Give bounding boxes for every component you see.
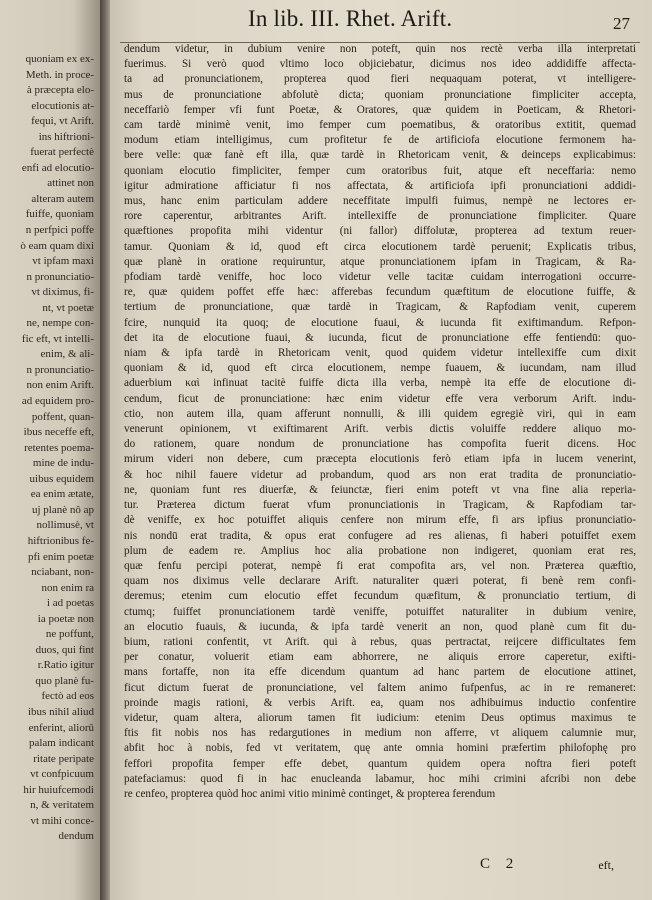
left-text-line: fectò ad eos — [41, 690, 94, 703]
text-line: cendum, ficut de pronunciatione: hæc enim videtur effe vera verborum Arift. indu- — [124, 392, 636, 405]
text-line: re cenfeo, propterea quòd hoc animi vitio minimè continget, & propterea ferendum — [124, 787, 496, 800]
left-text-line: ne, nempe con- — [26, 317, 94, 330]
text-line: aduerbium καὶ infinuat tacitè fuiffe dicta illa verba, nempè ita effe de elocutione di- — [124, 377, 636, 390]
text-line: an elocutio fuauis, & iucunda, & ipfa tardè venerit an non, quod planè cum fit du- — [124, 620, 636, 633]
catchword: eft, — [598, 858, 614, 872]
text-line: do rationem, quare nondum de pronunciatione has compofita fuerit dicens. Hoc — [124, 438, 636, 451]
left-text-line: enfi ad elocutio- — [21, 161, 94, 174]
left-text-line: attinet non — [47, 177, 94, 190]
text-line: tamur. Quoniam & id, quod eft circa elocutionem tardè peruenit; Explicatis tribus, — [124, 240, 636, 253]
text-line: quoniam & id, quod eft circa elocutionem, nempe fuauem, & iucundam, nam illud — [124, 362, 636, 375]
text-line: patefaciamus: quod fi in hac enucleanda labamur, hoc mihi crimini afcribi non debe — [124, 772, 636, 785]
text-line: mus, hanc enim particulam addere neceffitate impulfi fuimus, nempè ne lectores er- — [124, 195, 636, 208]
text-line: neceffariò femper vfi funt Poetæ, & Oratores, quæ quidem in Poeticam, & Rhetori- — [124, 103, 636, 116]
left-text-line: non enim ra — [41, 581, 94, 594]
left-text-line: hiftrionibus fe- — [27, 534, 94, 547]
text-line: feffori propofita femper effe debet, quantum quidem opera noftra fieri poteft — [124, 757, 636, 770]
text-line: ficut dictum fuerat de pronunciatione, vel faltem animo fufpenfus, ac in re remaneret: — [124, 681, 636, 694]
text-line: fcire, nunquid ita quoq; de elocutione fuaui, & iucunda fit exiftimandum. Refpon- — [124, 316, 636, 329]
left-text-line: vt ipfam maxi — [32, 255, 94, 268]
left-text-line: ea enim ætate, — [30, 488, 94, 501]
left-text-line: fuerat perfectè — [30, 146, 94, 159]
text-line: quæ planè in oratione requiruntur, atque pronunciationem ipfam in Tragicam, & Ra- — [124, 255, 636, 268]
text-line: modum etiam intelligimus, cum profitetur fe de artificiofa elocutione fermonem ha- — [124, 134, 636, 147]
left-text-line: Meth. in proce- — [25, 68, 94, 81]
left-text-line: uj planè nô ap — [31, 503, 94, 516]
left-text-line: vt diximus, fi- — [31, 286, 94, 299]
left-text-line: n pronunciatio- — [26, 270, 94, 283]
left-text-line: nciabant, non- — [31, 566, 94, 579]
body-text — [124, 42, 636, 802]
left-text-line: vt mihi conce- — [30, 814, 94, 827]
running-head — [110, 4, 652, 40]
left-text-line: retentes poema- — [24, 441, 94, 454]
left-text-line: ritate peripate — [33, 752, 94, 765]
left-text-line: ad equidem pro- — [21, 395, 94, 408]
text-line: plum de eadem re. Amplius hoc alia probatione non indigeret, quoniam erat res, — [124, 544, 636, 557]
text-line: tur. Præterea dictum fuerat vfum pronunciationis in Tragicam, & Rapfodiam tar- — [124, 499, 636, 512]
text-line: pfodiam tardè veniffe, hoc loco videtur velle tacitæ cuidam interrogationi occurre- — [124, 271, 636, 284]
text-line: ftis fit nobis nos has redargutiones in medium non afferre, vt aliquem calumnie mur, — [124, 727, 636, 740]
left-text-line: fic eft, vt intelli- — [21, 332, 94, 345]
text-line: mirum videri non debere, cum præcepta elocutionis ferò etiam ipfa in lucem venerint, — [124, 453, 636, 466]
left-text-line: quoniam ex ex- — [25, 53, 94, 65]
left-text-line: pfi enim poetæ — [28, 550, 94, 563]
left-text-line: ne poffunt, — [45, 628, 94, 641]
left-text-line: fuiffe, quoniam — [25, 208, 94, 221]
left-text-line: elocutionis at- — [31, 99, 94, 112]
text-line: abfit hoc à nobis, fed vt veritatem, quę ante omnia homini præfertim philofophę pro — [124, 742, 636, 755]
left-text-line: ibus nihil aliud — [28, 705, 94, 718]
text-line: ta ad pronunciationem, propterea quod fieri nequaquam poterat, vt intelligere- — [124, 73, 636, 86]
left-text-line: mine de indu- — [32, 457, 94, 470]
text-line: fuerimus. Si verò quod vltimo loco objiciebatur, dicimus nos ideo addidiffe affecta- — [124, 58, 636, 71]
running-head-title: In lib. III. Rhet. Arift. — [248, 6, 453, 31]
text-line: quoniam elocutio fimpliciter, femper cum oratoribus fuit, atque eft neceffaria: nemo — [124, 164, 636, 177]
text-line: niam & ipfa tardè in Rhetoricam venit, quod quidem videtur intellexiffe cum dixit — [124, 347, 636, 360]
text-line: proinde magis rationi, & verbis Arift. ea, quam nos adhibuimus inductio confentire — [124, 696, 636, 709]
left-text-line: r.Ratio igitur — [37, 659, 94, 672]
text-line: mus de pronunciatione abfolutè dicta; quoniam pronunciatione fimpliciter accepta, — [124, 88, 636, 101]
text-line: igitur admiratione afficiatur fi nos affectata, & artificiofa ipfi pronunciationi addidi- — [124, 179, 636, 192]
text-line: deremus; etenim cum elocutio effet fecundum quæfitum, & pronunciatio tertium, di — [124, 590, 636, 603]
text-line: quam nos diximus velle declarare Arift. naturaliter quæri poterat, fi benè rem confi- — [124, 575, 636, 588]
text-line: bium, rationi confentit, vt Arift. qui à rebus, quas pertractat, reijcere difficultates fem — [124, 635, 636, 648]
left-text-line: i ad poetas — [46, 597, 94, 610]
left-text-line: vt confpicuum — [30, 768, 94, 781]
left-text-line: n perfpici poffe — [25, 224, 94, 237]
page-number: 27 — [613, 14, 630, 33]
left-text-line: ibus neceffe eft, — [23, 426, 94, 439]
text-line: nis nondū erat tradita, & opus erat confugere ad res alienas, fi haberi potuiffet exem — [124, 529, 636, 542]
text-line: bere velle: quæ fanè eft illa, quæ tardè in Rhetoricam venit, & deinceps explicabimus: — [124, 149, 636, 162]
text-line: per conatur, voluerit etiam eam abhorrere, ne aliquis errore caperetur, exifti- — [124, 651, 636, 664]
text-line: tertium de pronunciatione, quæ tardè in Tragicam, & Rapfodiam venit, cuperem — [124, 301, 636, 314]
text-line: & hoc nihil fauere videtur ad probandum, quod ars non erat tradita de pronunciatio- — [124, 468, 636, 481]
left-text-line: enim, & ali- — [40, 348, 94, 361]
left-text-line: ia poetæ non — [37, 612, 94, 625]
text-line: dè veniffe, ex hoc potuiffet aliquis cenfere non mirum effe, fi ars ipfius pronunciatio- — [124, 514, 636, 527]
text-line: quæftiones propofita mihi videntur (ni fallor) diffolutæ, propterea ad textum reuer- — [124, 225, 636, 238]
text-line: det ita de elocutione fuaui, & iucunda, ficut de pronunciatione effe fentiendū: quo- — [124, 331, 636, 344]
left-text-line: dendum — [58, 830, 94, 843]
text-line: ne, quoniam funt res diuerfæ, & feiunctæ, fieri enim poteft vt vna fine alia reperia- — [124, 483, 636, 496]
left-text-line: à præcepta elo- — [26, 84, 94, 97]
left-text-line: non enim Arift. — [26, 379, 94, 392]
text-line: re, quæ quidem poffet effe hæc: afferebas fecundum quæftitum de elocutione fuiffe, & — [124, 286, 636, 299]
left-page-fragment — [0, 0, 104, 900]
text-line: videtur, quam altera, aliorum tamen fit iudicium: etenim Deus optimus maximus te — [124, 711, 636, 724]
text-line: quæ fenfu percipi poterat, nempè fi erat compofita ars, vel non. Præterea quæftio, — [124, 559, 636, 572]
left-text-line: uibus equidem — [29, 472, 94, 485]
text-line: cam tardè minimè venit, imo femper cum poematibus, & oratoribus extitit, quemad — [124, 119, 636, 132]
signature-mark: C 2 — [480, 856, 520, 872]
left-text-line: quo planè fu- — [35, 674, 94, 687]
text-line: venerunt opinionem, vt exiftimarent Arift. verbis dictis voluiffe reddere aliquo mo- — [124, 423, 636, 436]
left-text-line: palam indicant — [28, 737, 94, 750]
page-footer — [110, 856, 652, 876]
left-text-line: poffent, quan- — [31, 410, 94, 423]
left-text-line: nt, vt poetæ — [42, 301, 94, 314]
left-text-line: alteram autem — [31, 192, 94, 205]
left-text-line: duos, qui fint — [35, 643, 94, 656]
left-text-line: nollimusè, vt — [36, 519, 94, 532]
left-text-line: hir huiufcemodi — [23, 783, 94, 796]
left-text-line: n, & veritatem — [30, 799, 94, 812]
left-text-line: n pronunciatio- — [26, 363, 94, 376]
text-line: ctumq; fuiffet pronunciationem tardè veniffe, potuiffet naturaliter in dubium venire, — [124, 605, 636, 618]
left-text-line: fequi, vt Arift. — [31, 115, 94, 128]
text-line: dendum videtur, in dubium venire non poteft, quin nos rectè verba illa interpretati — [124, 43, 636, 55]
text-line: mans fortaffe, non ita effe dicendum quantum ad hanc partem de elocutione attinet, — [124, 666, 636, 679]
right-page — [110, 0, 652, 900]
text-line: ctio, non autem illa, quam afferunt nonnulli, & illi quidem egregiè viri, qui in eam — [124, 407, 636, 420]
left-page-text — [0, 52, 100, 845]
left-text-line: enferint, aliorū — [28, 721, 94, 734]
left-text-line: ò eam quam dixi — [20, 239, 94, 252]
text-line: rore caperentur, arbitrantes Arift. intellexiffe de pronunciatione fimpliciter. Quare — [124, 210, 636, 223]
left-text-line: ins hiftrioni- — [38, 130, 94, 143]
